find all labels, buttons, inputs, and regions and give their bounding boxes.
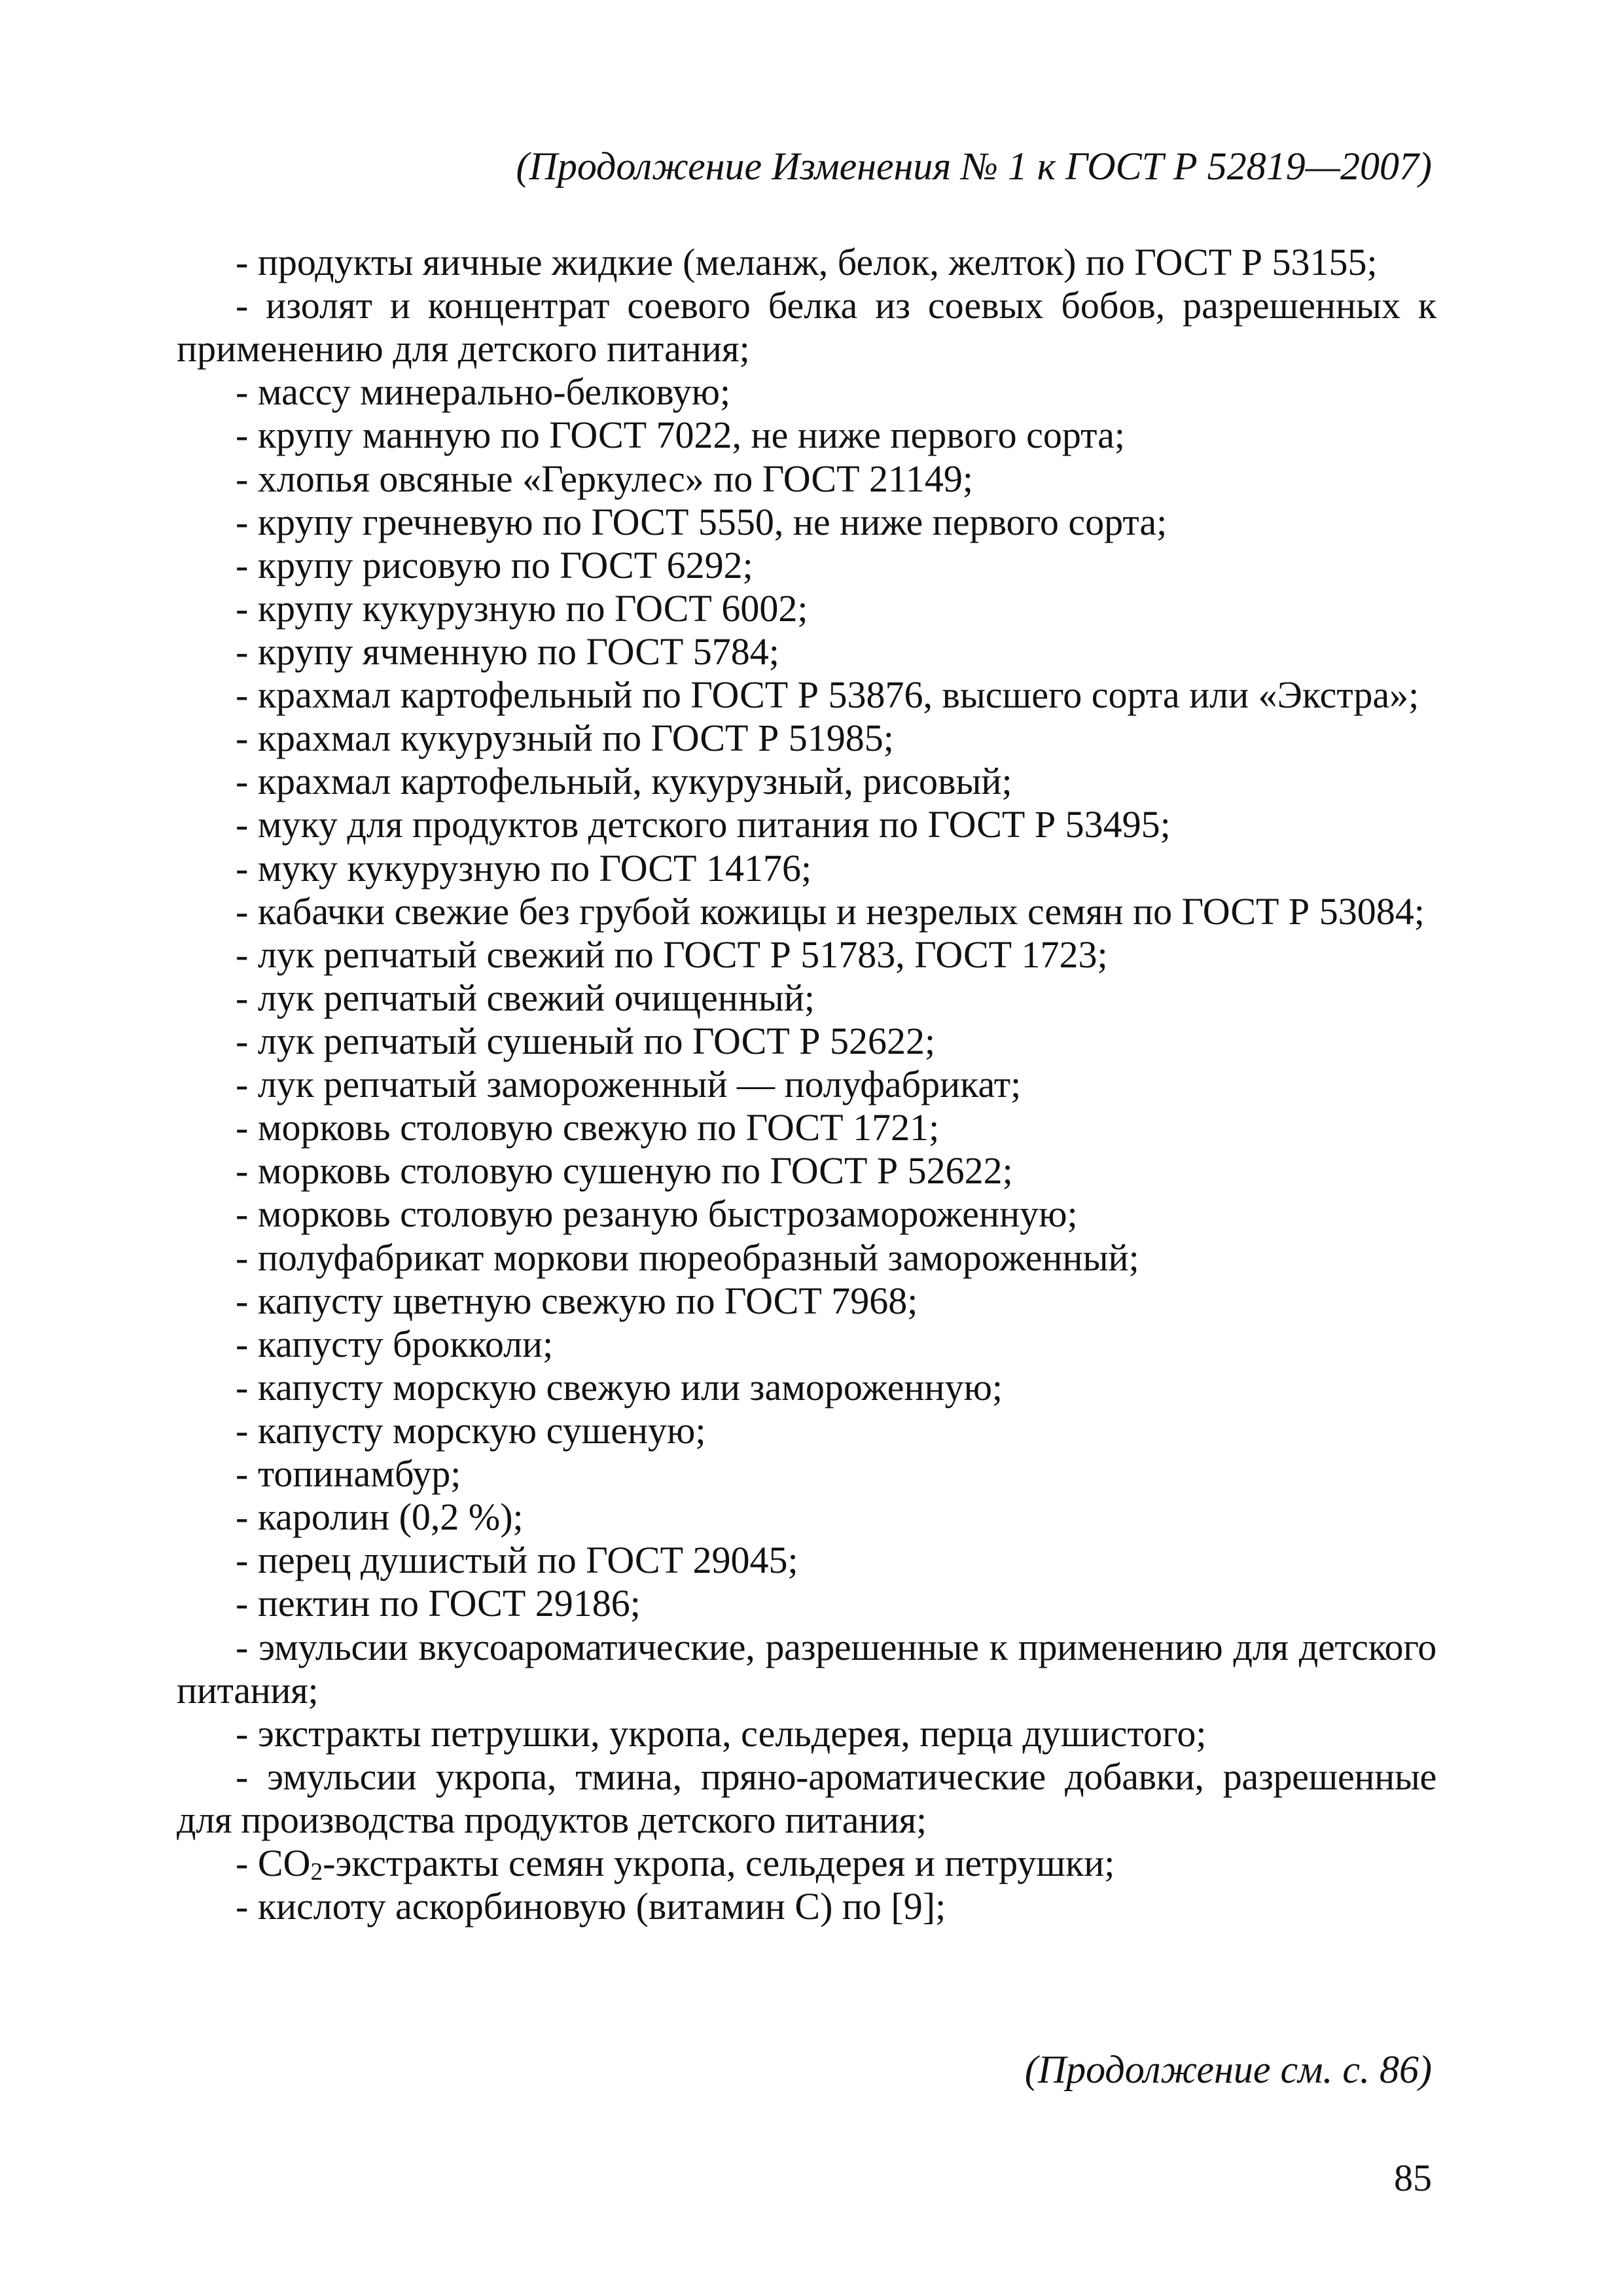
list-item: - капусту морскую свежую или замороженную; <box>236 1365 1003 1408</box>
continuation-note: (Продолжение см. с. 86) <box>1024 2048 1432 2091</box>
list-item: - морковь столовую резаную быстрозамороженную; <box>236 1193 1078 1236</box>
list-item: - крупу гречневую по ГОСТ 5550, не ниже первого сорта; <box>236 500 1168 543</box>
list-item: - капусту цветную свежую по ГОСТ 7968; <box>236 1279 918 1322</box>
list-item: - морковь столовую свежую по ГОСТ 1721; <box>236 1106 940 1149</box>
list-item: - продукты яичные жидкие (меланж, белок, желток) по ГОСТ Р 53155; <box>236 241 1378 283</box>
list-item: - крупу рисовую по ГОСТ 6292; <box>236 543 753 586</box>
list-item: - муку кукурузную по ГОСТ 14176; <box>236 846 812 889</box>
list-item: - массу минерально-белковую; <box>236 370 731 414</box>
list-item: - каролин (0,2 %); <box>236 1496 524 1539</box>
list-item: - экстракты петрушки, укропа, сельдерея, перца душистого; <box>236 1712 1207 1755</box>
list-item: - топинамбур; <box>236 1452 461 1496</box>
list-item: - пектин по ГОСТ 29186; <box>236 1582 641 1625</box>
page-number: 85 <box>1394 2157 1432 2199</box>
list-item: - лук репчатый свежий по ГОСТ Р 51783, ГОСТ 1723; <box>236 933 1108 976</box>
list-item: - муку для продуктов детского питания по ГОСТ Р 53495; <box>236 803 1171 846</box>
list-item: - перец душистый по ГОСТ 29045; <box>236 1539 798 1582</box>
list-item: - кислоту аскорбиновую (витамин С) по [9]; <box>236 1885 946 1928</box>
co2-subscript: 2 <box>310 1857 323 1886</box>
list-item: - крупу ячменную по ГОСТ 5784; <box>236 630 779 673</box>
list-item: - капусту брокколи; <box>236 1322 554 1365</box>
list-item: - хлопья овсяные «Геркулес» по ГОСТ 21149; <box>236 457 973 500</box>
list-item-co2 <box>177 1842 1436 1885</box>
list-item: - эмульсии вкусоароматические, разрешенные к применению для детского питания; <box>177 1625 1436 1712</box>
list-item: - крупу манную по ГОСТ 7022, не ниже первого сорта; <box>236 414 1125 457</box>
list-item: - морковь столовую сушеную по ГОСТ Р 52622; <box>236 1149 1013 1193</box>
list-item: - крахмал картофельный, кукурузный, рисовый; <box>236 760 1012 803</box>
list-item: - лук репчатый замороженный — полуфабрикат; <box>236 1063 1022 1106</box>
list-item: - крупу кукурузную по ГОСТ 6002; <box>236 586 808 630</box>
ingredients-list <box>177 241 1436 1928</box>
list-item: - лук репчатый сушеный по ГОСТ Р 52622; <box>236 1019 936 1062</box>
co2-prefix: - СО <box>236 1842 311 1885</box>
list-item: - изолят и концентрат соевого белка из соевых бобов, разрешенных к применению для детского питания; <box>177 284 1436 370</box>
list-item: - полуфабрикат моркови пюреобразный замороженный; <box>236 1236 1139 1279</box>
co2-suffix: -экстракты семян укропа, сельдерея и петрушки; <box>323 1842 1115 1885</box>
list-item: - лук репчатый свежий очищенный; <box>236 976 815 1019</box>
list-item: - кабачки свежие без грубой кожицы и незрелых семян по ГОСТ Р 53084; <box>236 889 1425 933</box>
list-item: - крахмал кукурузный по ГОСТ Р 51985; <box>236 717 894 760</box>
list-item: - крахмал картофельный по ГОСТ Р 53876, высшего сорта или «Экстра»; <box>236 673 1419 717</box>
running-title: (Продолжение Изменения № 1 к ГОСТ Р 52819—2007) <box>516 145 1432 188</box>
list-item: - капусту морскую сушеную; <box>236 1408 706 1452</box>
list-item: - эмульсии укропа, тмина, пряно-ароматические добавки, разрешенные для производства продуктов детского питания; <box>177 1755 1436 1841</box>
